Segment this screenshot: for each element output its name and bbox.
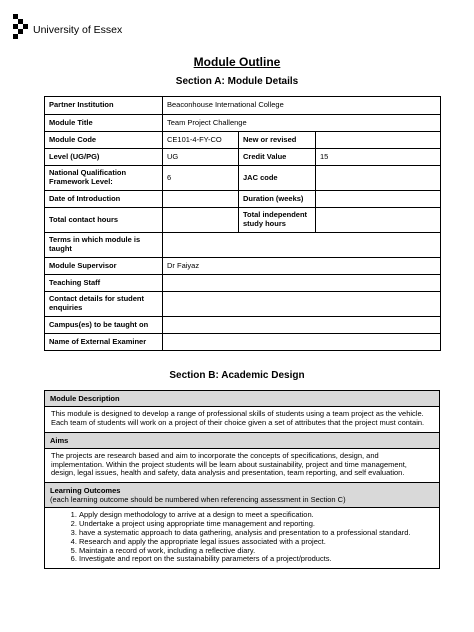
supervisor-value: Dr Faiyaz — [163, 258, 441, 275]
terms-label: Terms in which module is taught — [45, 233, 163, 258]
module-code-value: CE101-4-FY-CO — [163, 132, 239, 149]
learning-outcomes-list-cell — [45, 508, 439, 568]
campus-label: Campus(es) to be taught on — [45, 317, 163, 334]
external-examiner-value — [163, 334, 441, 351]
module-details-table — [44, 96, 441, 351]
section-b-heading: Section B: Academic Design — [169, 370, 305, 381]
academic-design-table — [44, 390, 440, 569]
learning-outcome-item: 6. Investigate and report on the sustainability parameters of a project/products. — [79, 555, 433, 564]
jac-value — [316, 166, 441, 191]
module-description-text: This module is designed to develop a range of professional skills of students using a team project as the vehicle. Each team of students will work on a project of their choice given a set of attributes that the project must contain. — [45, 407, 439, 433]
new-revised-label: New or revised — [239, 132, 316, 149]
terms-value — [163, 233, 441, 258]
learning-outcome-item: 3. have a systematic approach to data gathering, analysis and presentation to a professional standard. — [79, 529, 433, 538]
section-a-heading: Section A: Module Details — [175, 76, 299, 87]
credit-value: 15 — [316, 149, 441, 166]
teaching-staff-label: Teaching Staff — [45, 275, 163, 292]
learning-outcomes-heading — [45, 483, 439, 508]
learning-outcomes-title: Learning Outcomes — [50, 486, 121, 496]
contact-details-value — [163, 292, 441, 317]
nqf-value: 6 — [163, 166, 239, 191]
university-name: University of Essex — [33, 24, 123, 36]
intro-label: Date of Introduction — [45, 191, 163, 208]
learning-outcome-item: 5. Maintain a record of work, including a reflective diary. — [79, 547, 433, 556]
module-title-label: Module Title — [45, 115, 163, 132]
university-logo — [13, 14, 33, 44]
learning-outcomes-list — [51, 511, 433, 564]
module-description-heading: Module Description — [45, 391, 439, 407]
module-title-value: Team Project Challenge — [163, 115, 441, 132]
level-value: UG — [163, 149, 239, 166]
contact-hours-label: Total contact hours — [45, 208, 163, 233]
learning-outcomes-note: (each learning outcome should be numbered when referencing assessment in Section C) — [50, 495, 346, 505]
new-revised-value — [316, 132, 441, 149]
learning-outcome-item: 1. Apply design methodology to arrive at a design to meet a specification. — [79, 511, 433, 520]
contact-hours-value — [163, 208, 239, 233]
campus-value — [163, 317, 441, 334]
duration-value — [316, 191, 441, 208]
partner-label: Partner Institution — [45, 97, 163, 115]
learning-outcome-item: 2. Undertake a project using appropriate time management and reporting. — [79, 520, 433, 529]
learning-outcome-item: 4. Research and apply the appropriate legal issues associated with a project. — [79, 538, 433, 547]
module-code-label: Module Code — [45, 132, 163, 149]
intro-value — [163, 191, 239, 208]
aims-text: The projects are research based and aim to incorporate the concepts of specifications, design, and implementation. Within the project students will be learn about sustainability, project and time management, design, legal issues, health and safety, data analysis and presentation, team reporting, and self evaluation. — [45, 449, 439, 484]
level-label: Level (UG/PG) — [45, 149, 163, 166]
aims-heading: Aims — [45, 433, 439, 449]
page-title: Module Outline — [193, 55, 281, 69]
teaching-staff-value — [163, 275, 441, 292]
duration-label: Duration (weeks) — [239, 191, 316, 208]
external-examiner-label: Name of External Examiner — [45, 334, 163, 351]
nqf-label: National Qualification Framework Level: — [45, 166, 163, 191]
contact-details-label: Contact details for student enquiries — [45, 292, 163, 317]
independent-hours-label: Total independent study hours — [239, 208, 316, 233]
partner-value: Beaconhouse International College — [163, 97, 441, 115]
independent-hours-value — [316, 208, 441, 233]
supervisor-label: Module Supervisor — [45, 258, 163, 275]
jac-label: JAC code — [239, 166, 316, 191]
credit-label: Credit Value — [239, 149, 316, 166]
